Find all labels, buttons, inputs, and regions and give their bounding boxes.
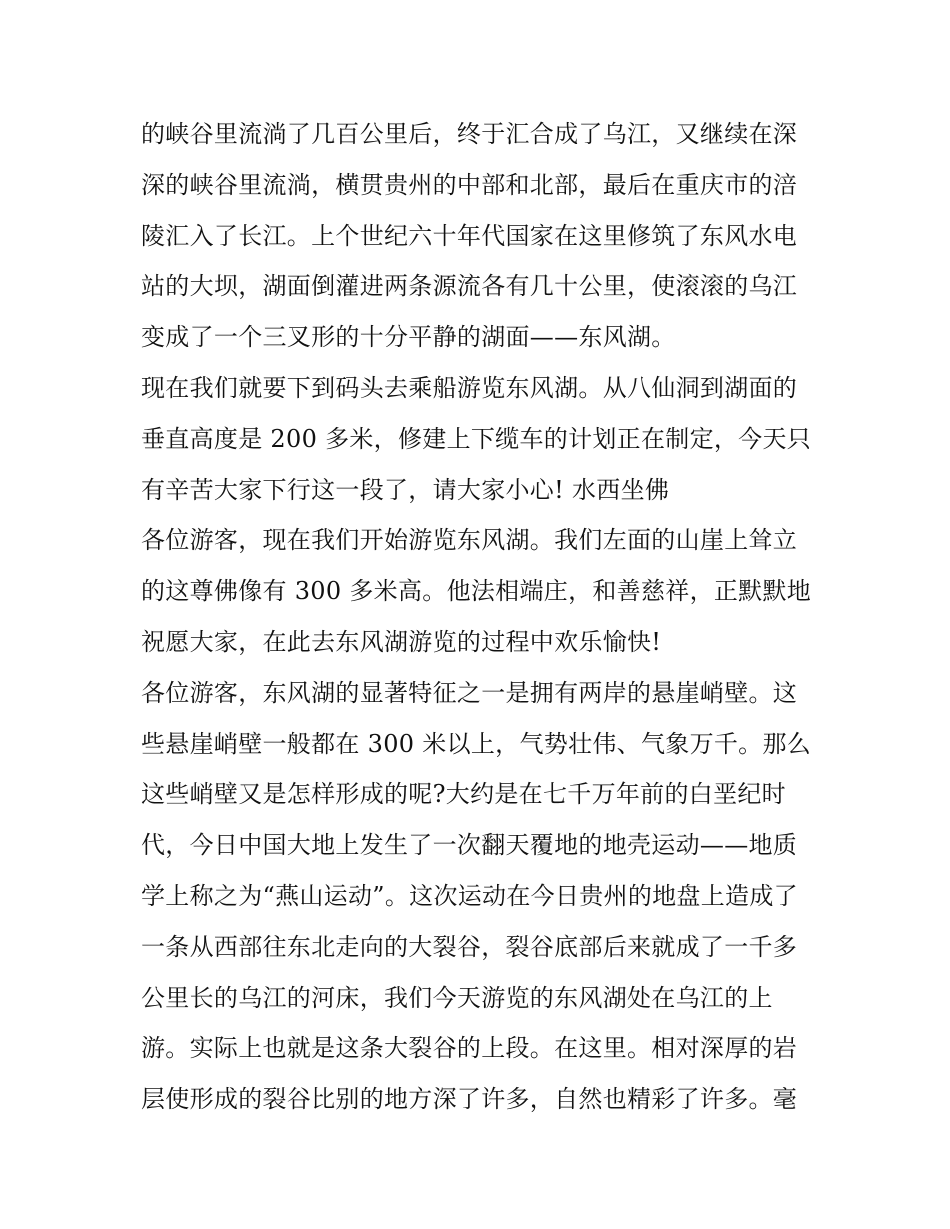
text-line: 有辛苦大家下行这一段了，请大家小心! 水西坐佛 — [141, 475, 670, 504]
text-line: 陵汇入了长江。上个世纪六十年代国家在这里修筑了东风水电 — [141, 221, 798, 250]
text-line: 学上称之为“燕山运动”。这次运动在今日贵州的地盘上造成了 — [141, 881, 798, 910]
text-line: 各位游客，现在我们开始游览东风湖。我们左面的山崖上耸立 — [141, 526, 798, 555]
text-line: 些悬崖峭壁一般都在 300 米以上，气势壮伟、气象万千。那么 — [141, 729, 812, 758]
text-line: 垂直高度是 200 多米，修建上下缆车的计划正在制定，今天只 — [141, 424, 812, 453]
text-line: 各位游客，东风湖的显著特征之一是拥有两岸的悬崖峭壁。这 — [141, 678, 798, 707]
text-line: 公里长的乌江的河床，我们今天游览的东风湖处在乌江的上 — [141, 983, 773, 1012]
body-text — [141, 109, 821, 1125]
text-line: 的峡谷里流淌了几百公里后，终于汇合成了乌江，又继续在深 — [141, 120, 798, 148]
text-line: 代，今日中国大地上发生了一次翻天覆地的地壳运动——地质 — [141, 831, 798, 860]
text-line: 变成了一个三叉形的十分平静的湖面——东风湖。 — [141, 323, 676, 352]
text-line: 游。实际上也就是这条大裂谷的上段。在这里。相对深厚的岩 — [141, 1034, 798, 1063]
text-line: 深的峡谷里流淌，横贯贵州的中部和北部，最后在重庆市的涪 — [141, 170, 798, 199]
text-line: 站的大坝，湖面倒灌进两条源流各有几十公里，使滚滚的乌江 — [141, 272, 798, 301]
text-line: 祝愿大家，在此去东风湖游览的过程中欢乐愉快! — [141, 627, 662, 656]
text-line: 这些峭壁又是怎样形成的呢?大约是在七千万年前的白垩纪时 — [141, 780, 786, 809]
text-line: 的这尊佛像有 300 多米高。他法相端庄，和善慈祥，正默默地 — [141, 577, 812, 606]
text-line: 现在我们就要下到码头去乘船游览东风湖。从八仙洞到湖面的 — [141, 373, 798, 402]
text-line: 层使形成的裂谷比别的地方深了许多，自然也精彩了许多。毫 — [141, 1085, 798, 1114]
text-line: 一条从西部往东北走向的大裂谷，裂谷底部后来就成了一千多 — [141, 932, 798, 961]
